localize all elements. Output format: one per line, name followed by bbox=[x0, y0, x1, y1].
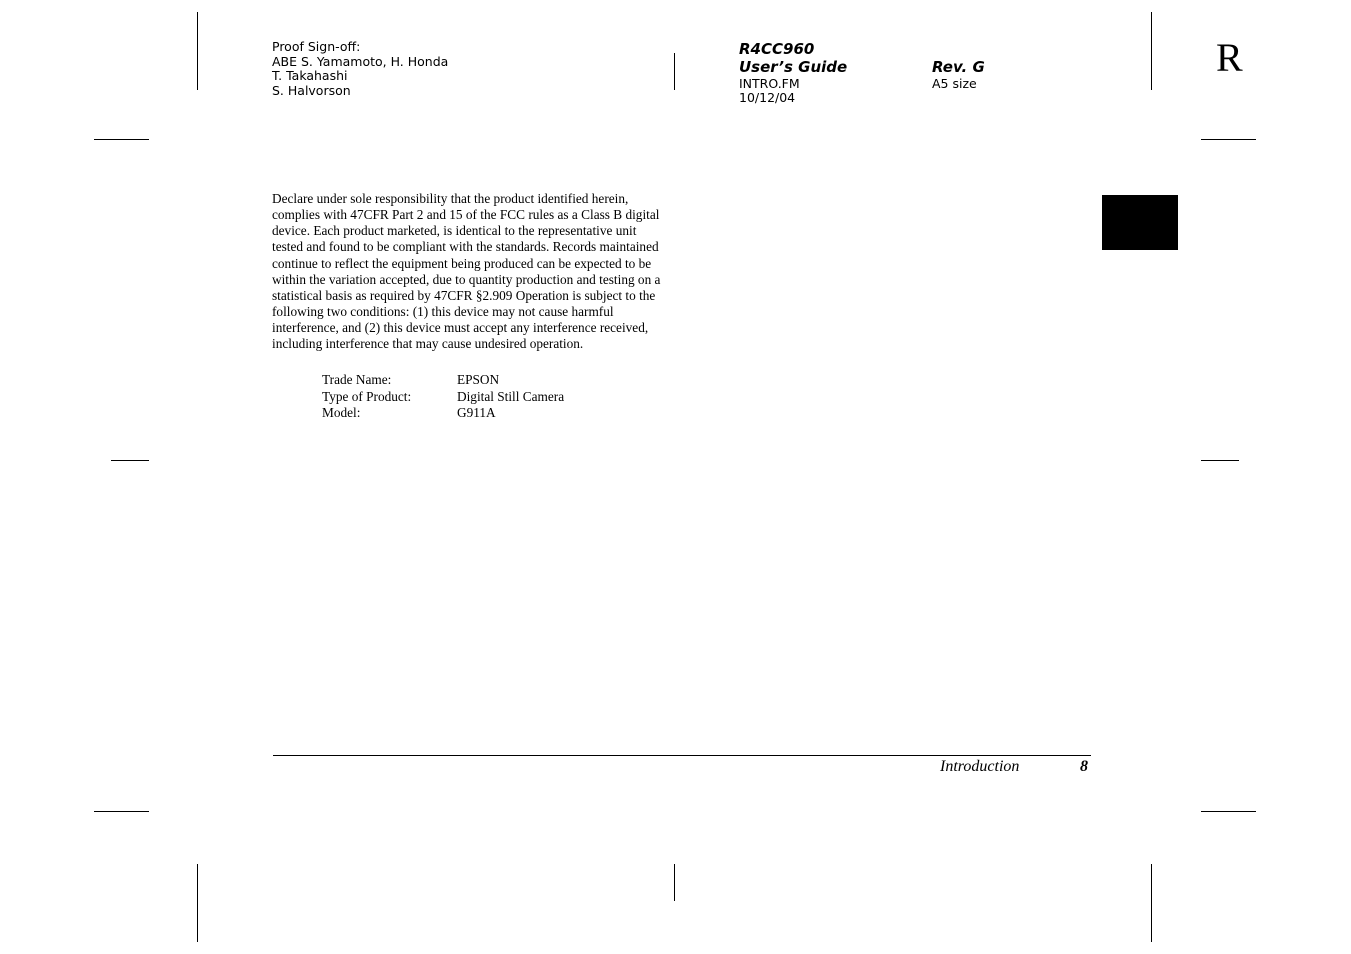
spec-row-trade-name bbox=[322, 372, 564, 389]
footer-page-number: 8 bbox=[1080, 758, 1088, 775]
crop-mark-right-lower bbox=[1201, 811, 1256, 812]
doc-code: R4CC960 bbox=[739, 40, 815, 58]
crop-mark-top-left bbox=[197, 12, 198, 90]
doc-file-name: INTRO.FM bbox=[739, 76, 800, 91]
product-spec-list bbox=[322, 372, 564, 422]
doc-date: 10/12/04 bbox=[739, 90, 796, 105]
spec-value: G911A bbox=[457, 405, 496, 421]
section-thumb-tab bbox=[1102, 195, 1178, 250]
crop-mark-bottom-center bbox=[674, 864, 675, 901]
spec-value: EPSON bbox=[457, 372, 500, 387]
corner-letter: R bbox=[1216, 35, 1243, 80]
proof-signoff-name: ABE S. Yamamoto, H. Honda bbox=[272, 53, 449, 69]
crop-mark-left-middle bbox=[111, 460, 149, 461]
spec-value: Digital Still Camera bbox=[457, 388, 565, 404]
crop-mark-left-upper bbox=[94, 139, 149, 140]
spec-row-product-type bbox=[322, 389, 564, 406]
proof-signoff bbox=[272, 40, 448, 99]
spec-row-model bbox=[322, 405, 564, 422]
crop-mark-top-right bbox=[1151, 12, 1152, 90]
crop-mark-top-center bbox=[674, 53, 675, 90]
spec-label: Trade Name: bbox=[322, 372, 392, 387]
doc-guide-title: User’s Guide bbox=[739, 58, 848, 76]
proof-signoff-label: Proof Sign-off: bbox=[272, 39, 361, 54]
crop-mark-right-middle bbox=[1201, 460, 1239, 461]
crop-mark-bottom-right bbox=[1151, 864, 1152, 942]
footer-rule bbox=[273, 755, 1091, 756]
proof-signoff-name: T. Takahashi bbox=[272, 68, 348, 84]
crop-mark-right-upper bbox=[1201, 139, 1256, 140]
proof-signoff-name: S. Halvorson bbox=[272, 83, 351, 99]
spec-label: Type of Product: bbox=[322, 388, 412, 404]
spec-label: Model: bbox=[322, 405, 361, 421]
fcc-declaration bbox=[272, 191, 669, 353]
crop-mark-left-lower bbox=[94, 811, 149, 812]
footer-section-title: Introduction bbox=[940, 758, 1020, 775]
crop-mark-bottom-left bbox=[197, 864, 198, 942]
doc-page-size: A5 size bbox=[932, 76, 977, 91]
doc-revision: Rev. G bbox=[932, 58, 985, 76]
declaration-paragraph: Declare under sole responsibility that the product identified herein, complies with 47CFR Part 2 and 15 of the FCC rules as a Class B digital device. Each product marketed, is identical to the representative unit tested and found to be compliant with the standards. Records maintained continue to reflect the equipment being produced can be expected to be within the variation accepted, due to quantity production and testing on a statistical basis as required by 47CFR §2.909 Operation is subject to the following two conditions: (1) this device may not cause harmful interference, and (2) this device must accept any interference received, including interference that may cause undesired operation. bbox=[272, 191, 661, 352]
